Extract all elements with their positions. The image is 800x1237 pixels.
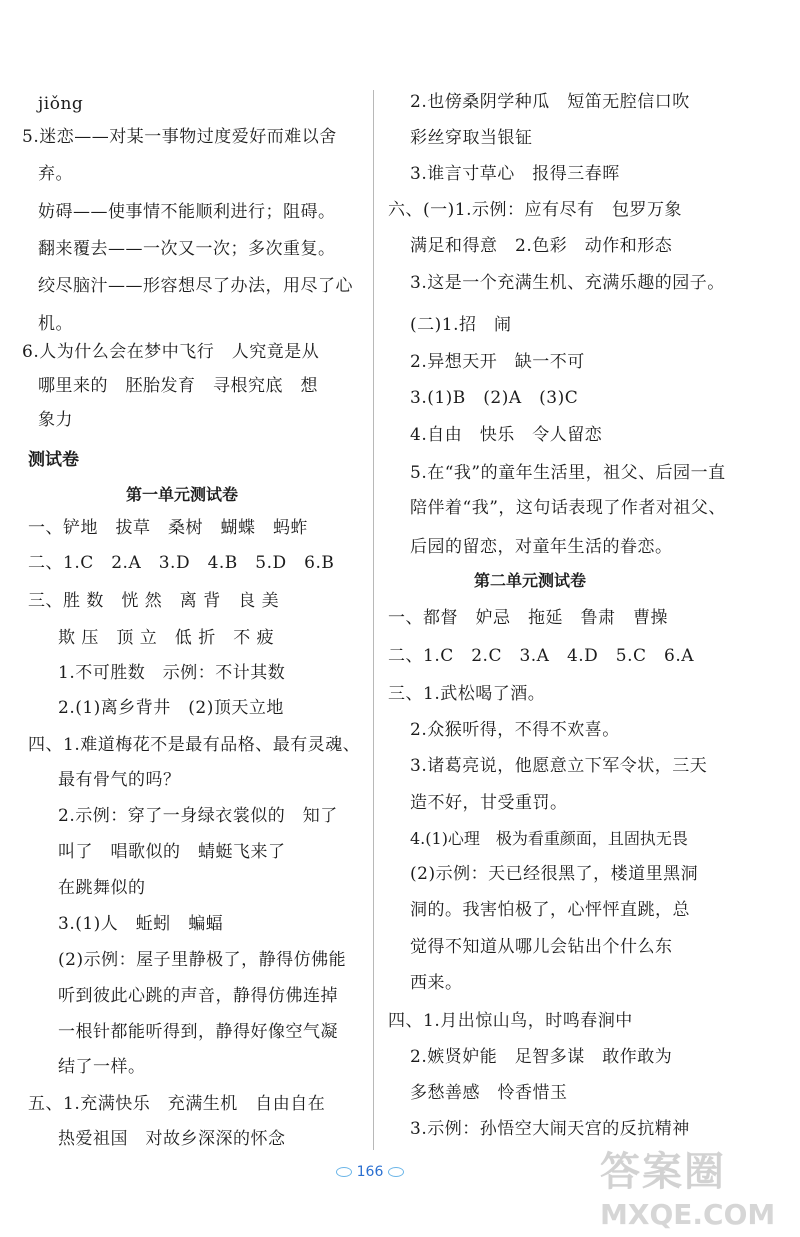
text-line: 满足和得意 2.色彩 动作和形态 (410, 236, 673, 256)
text-line: 3.诸葛亮说，他愿意立下军令状，三天 (410, 756, 708, 776)
text-line: 2.示例：穿了一身绿衣裳似的 知了 (58, 806, 338, 826)
text-line: 象力 (38, 410, 73, 430)
text-line: 四、1.难道梅花不是最有品格、最有灵魂、 (28, 735, 361, 755)
right-ornament-icon (388, 1167, 404, 1177)
text-line: (2)示例：屋子里静极了，静得仿佛能 (58, 950, 347, 970)
text-line: 哪里来的 胚胎发育 寻根究底 想 (38, 376, 318, 396)
text-line: 绞尽脑汁——形容想尽了办法，用尽了心 (38, 276, 353, 296)
text-line: 二、1.C 2.A 3.D 4.B 5.D 6.B (28, 553, 335, 573)
text-line: 听到彼此心跳的声音，静得仿佛连掉 (58, 986, 338, 1006)
text-line: 最有骨气的吗？ (58, 770, 181, 790)
text-line: 1.不可胜数 示例：不计其数 (58, 663, 286, 683)
text-line: 陪伴着“我”，这句话表现了作者对祖父、 (410, 498, 726, 518)
text-line: 西来。 (410, 973, 463, 993)
text-line: 3.示例：孙悟空大闹天宫的反抗精神 (410, 1119, 690, 1139)
text-line: 3.(1)人 蚯蚓 蝙蝠 (58, 914, 224, 934)
page-number (340, 1161, 400, 1183)
unit-heading: 第一单元测试卷 (126, 485, 239, 504)
page-number-text: 166 (356, 1164, 384, 1180)
text-line: 5.迷恋——对某一事物过度爱好而难以舍 (22, 127, 337, 147)
text-line: 3.这是一个充满生机、充满乐趣的园子。 (410, 273, 725, 293)
text-line: 多愁善感 怜香惜玉 (410, 1083, 568, 1103)
text-line: 二、1.C 2.C 3.A 4.D 5.C 6.A (388, 646, 695, 666)
text-line: 热爱祖国 对故乡深深的怀念 (58, 1129, 286, 1149)
text-line: 2.也傍桑阴学种瓜 短笛无腔信口吹 (410, 92, 690, 112)
text-line: 4.自由 快乐 令人留恋 (410, 425, 603, 445)
text-line: 四、1.月出惊山鸟，时鸣春涧中 (388, 1011, 633, 1031)
left-column (0, 0, 372, 1237)
text-line: 2.异想天开 缺一不可 (410, 352, 585, 372)
text-line: 结了一样。 (58, 1057, 146, 1077)
text-line: 三、胜 数 恍 然 离 背 良 美 (28, 591, 280, 611)
text-line: 一根针都能听得到，静得好像空气凝 (58, 1022, 338, 1042)
watermark-url: MXQE.COM (600, 1198, 776, 1231)
text-line: 叫了 唱歌似的 蜻蜓飞来了 (58, 842, 286, 862)
text-line: (2)示例：天已经很黑了，楼道里黑洞 (410, 864, 699, 884)
text-line: (二)1.招 闹 (410, 315, 512, 335)
text-line: 2.嫉贤妒能 足智多谋 敢作敢为 (410, 1047, 673, 1067)
text-line: 翻来覆去——一次又一次；多次重复。 (38, 239, 336, 259)
text-line: 2.众猴听得，不得不欢喜。 (410, 720, 620, 740)
text-line: 在跳舞似的 (58, 878, 146, 898)
text-line: 5.在“我”的童年生活里，祖父、后园一直 (410, 463, 726, 483)
text-line: 妨碍——使事情不能顺利进行；阻碍。 (38, 202, 336, 222)
text-line: 3.谁言寸草心 报得三春晖 (410, 164, 620, 184)
watermark-logo: 答案圈 (600, 1149, 726, 1195)
text-line: 2.(1)离乡背井 (2)顶天立地 (58, 698, 284, 718)
text-line: 六、(一)1.示例：应有尽有 包罗万象 (388, 200, 682, 220)
text-line: 洞的。我害怕极了，心怦怦直跳，总 (410, 900, 690, 920)
unit-heading: 第二单元测试卷 (474, 571, 587, 590)
text-line: 弃。 (38, 164, 73, 184)
text-line: 一、都督 妒忌 拖延 鲁肃 曹操 (388, 608, 668, 628)
text-line: 后园的留恋，对童年生活的眷恋。 (410, 537, 673, 557)
text-line: 五、1.充满快乐 充满生机 自由自在 (28, 1094, 326, 1114)
right-column (374, 0, 800, 1237)
text-line: 一、铲地 拔草 桑树 蝴蝶 蚂蚱 (28, 518, 308, 538)
text-line: 机。 (38, 314, 73, 334)
text-line: 造不好，甘受重罚。 (410, 793, 568, 813)
text-line: 三、1.武松喝了酒。 (388, 684, 546, 704)
text-line: 4.(1)心理 极为看重颜面，且固执无畏 (410, 829, 688, 848)
text-line: 彩丝穿取当银钲 (410, 128, 533, 148)
section-heading: 测试卷 (28, 450, 79, 470)
text-line: 3.(1)B (2)A (3)C (410, 388, 579, 408)
text-line: jiǒng (38, 94, 84, 114)
left-ornament-icon (336, 1167, 352, 1177)
text-line: 欺 压 顶 立 低 折 不 疲 (58, 628, 275, 648)
text-line: 6.人为什么会在梦中飞行 人究竟是从 (22, 342, 320, 362)
text-line: 觉得不知道从哪儿会钻出个什么东 (410, 937, 673, 957)
